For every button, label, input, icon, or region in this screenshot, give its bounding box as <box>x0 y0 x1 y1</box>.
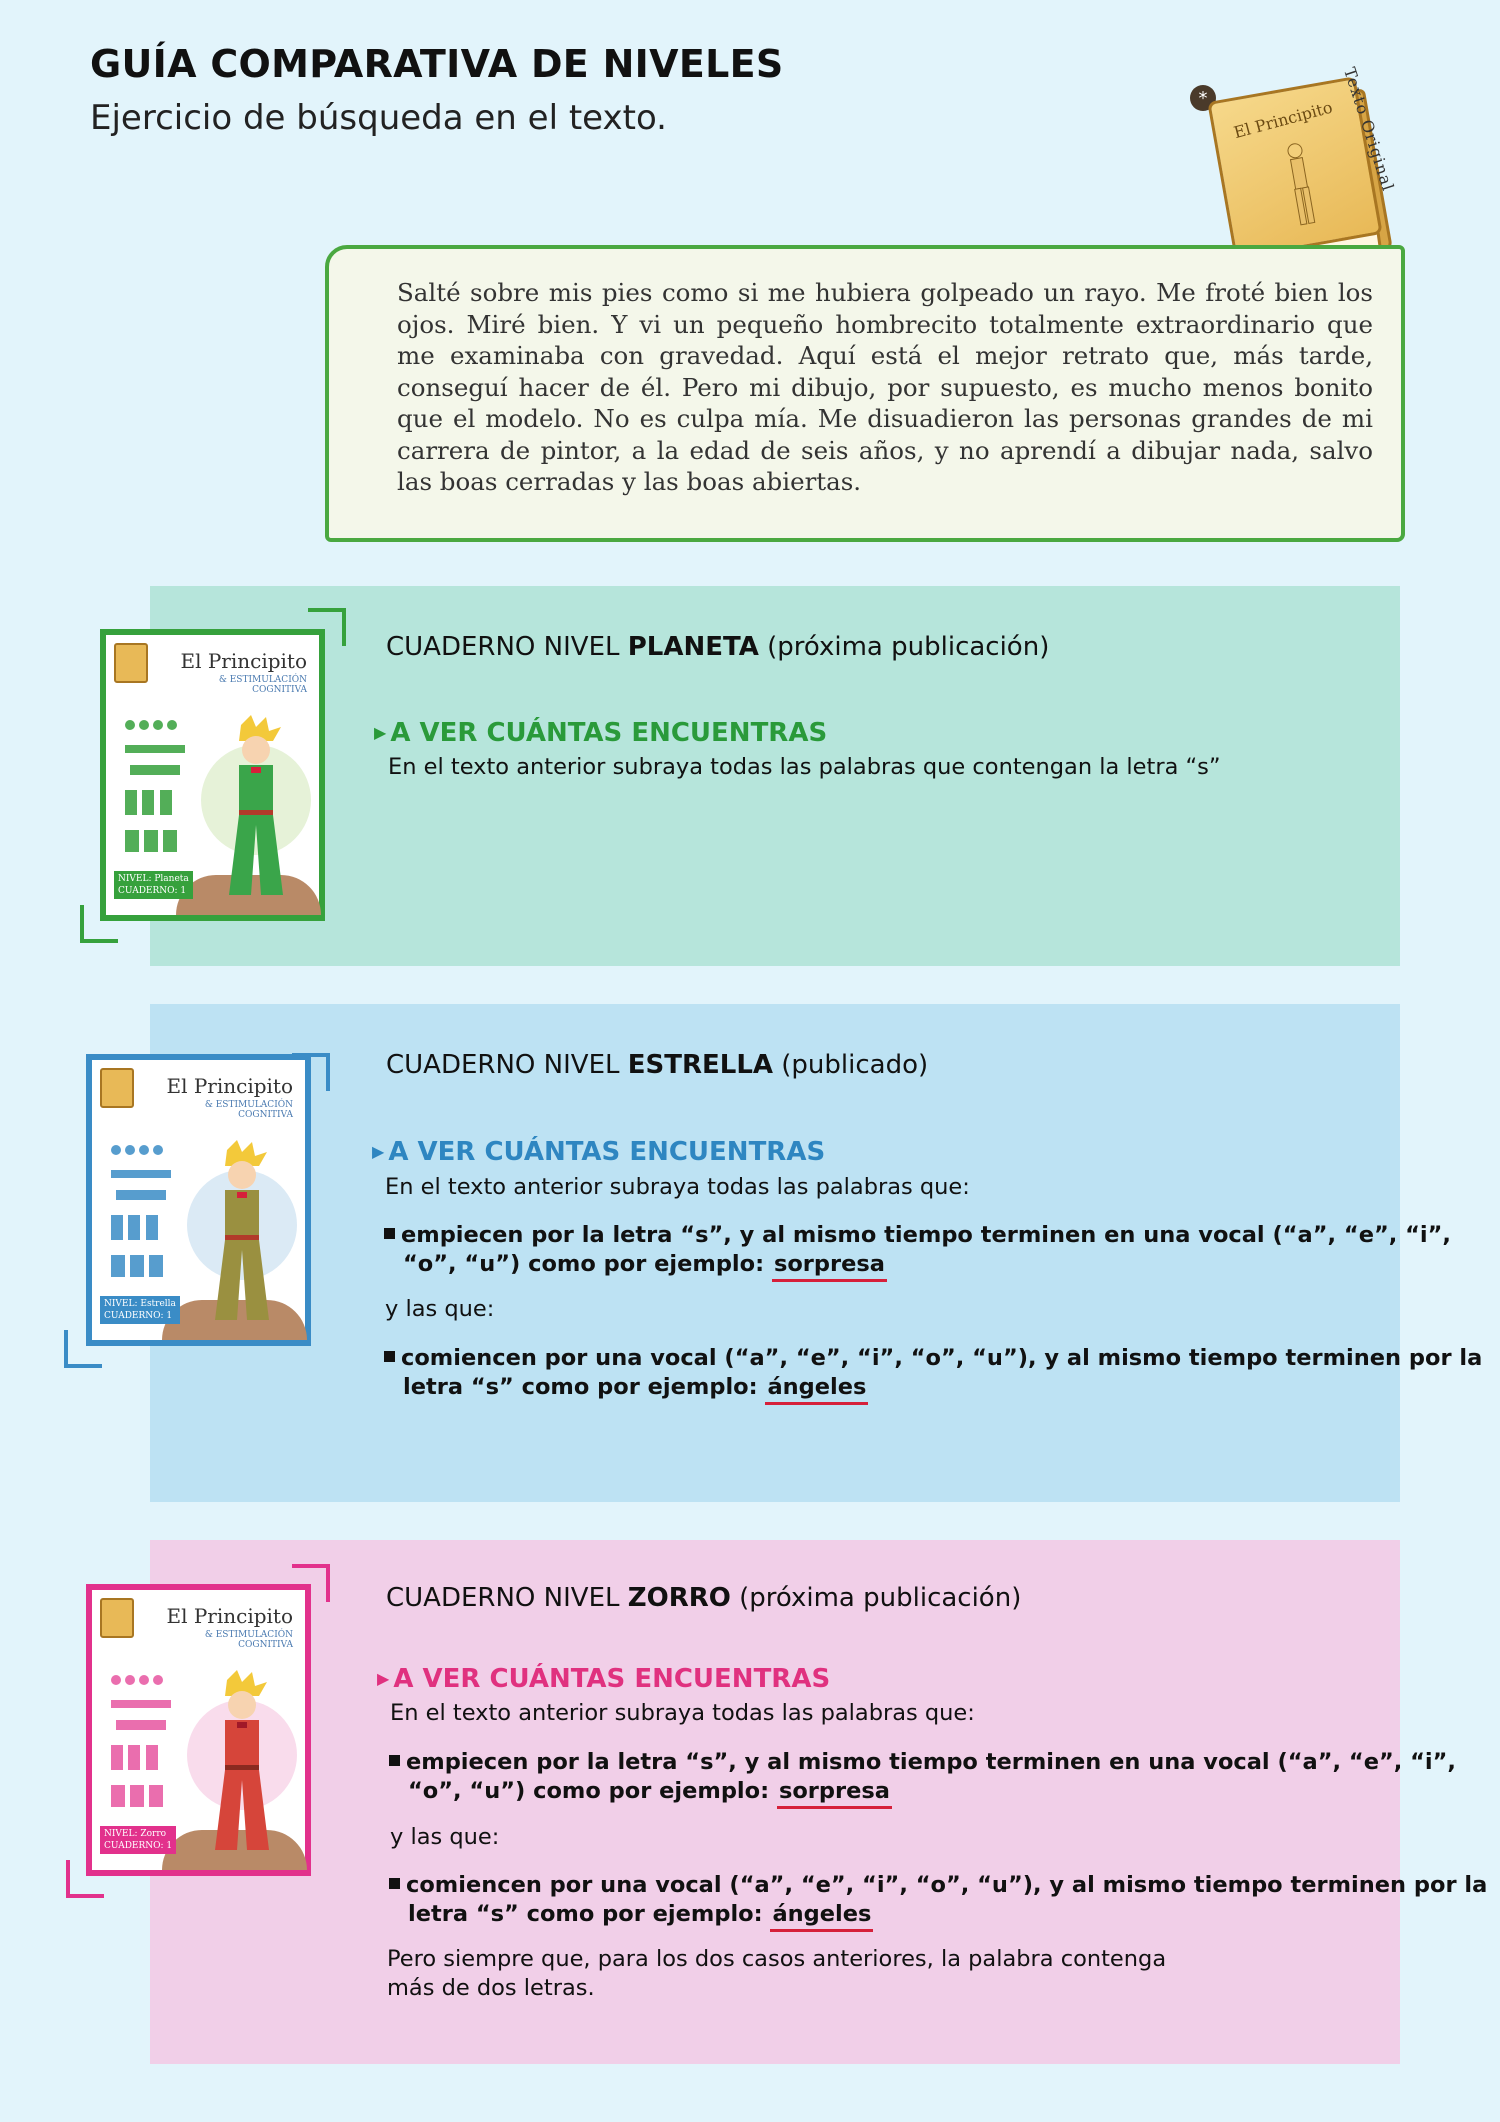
cover-level-label: NIVEL: Zorro CUADERNO: 1 <box>100 1826 176 1854</box>
criterion-2-zorro: comiencen por una vocal (“a”, “e”, “i”, “o”, “u”), y al mismo tiempo terminen por la letra “s” como por ejemplo: ángeles <box>389 1871 1487 1929</box>
example-word: ángeles <box>770 1901 873 1932</box>
book-side-label: Texto Original <box>1339 65 1398 194</box>
page-title: GUÍA COMPARATIVA DE NIVELES <box>90 42 784 86</box>
star-icon: * <box>1190 85 1216 111</box>
cover-zorro <box>86 1584 311 1876</box>
bullet-square-icon <box>389 1755 400 1766</box>
example-word: sorpresa <box>777 1778 892 1809</box>
example-word: ángeles <box>765 1374 868 1405</box>
cover-level-label: NIVEL: Planeta CUADERNO: 1 <box>114 871 193 899</box>
bullet-square-icon <box>384 1228 395 1239</box>
challenge-title-zorro: ▶ A VER CUÁNTAS ENCUENTRAS <box>377 1664 831 1694</box>
challenge-title-planeta: ▶ A VER CUÁNTAS ENCUENTRAS <box>374 718 828 748</box>
little-prince-icon <box>221 715 291 905</box>
level-heading-estrella: CUADERNO NIVEL ESTRELLA (publicado) <box>386 1050 929 1080</box>
activity-icons <box>120 705 195 875</box>
level-heading-zorro: CUADERNO NIVEL ZORRO (próxima publicación) <box>386 1583 1022 1613</box>
bullet-square-icon <box>384 1351 395 1362</box>
activity-icons <box>106 1130 181 1300</box>
cover-title: El Principito <box>166 1604 293 1628</box>
triangle-icon: ▶ <box>372 1142 385 1161</box>
little-prince-icon <box>207 1670 277 1860</box>
passage-text: Salté sobre mis pies como si me hubiera golpeado un rayo. Me froté bien los ojos. Miré bien. Y vi un pequeño hombrecito totalmente extraordinario que me examinaba con gravedad. Aquí está el mejor retrato que, más tarde, conseguí hacer de él. Pero mi dibujo, por supuesto, es mucho menos bonito que el modelo. No es culpa mía. Me disuadieron las personas grandes de mi carrera de pintor, a la edad de seis años, y no aprendí a dibujar nada, salvo las boas cerradas y las boas abiertas. <box>397 278 1373 496</box>
challenge-title-estrella: ▶ A VER CUÁNTAS ENCUENTRAS <box>372 1137 826 1167</box>
criterion-1-estrella: empiecen por la letra “s”, y al mismo tiempo terminen en una vocal (“a”, “e”, “i”, “o”, “u”) como por ejemplo: sorpresa <box>384 1221 1451 1279</box>
passage-box <box>325 245 1405 542</box>
connector-zorro: y las que: <box>390 1824 500 1850</box>
triangle-icon: ▶ <box>374 723 387 742</box>
cover-subtitle: & ESTIMULACIÓN COGNITIVA <box>218 675 307 695</box>
cover-title: El Principito <box>180 649 307 673</box>
triangle-icon: ▶ <box>377 1669 390 1688</box>
example-word: sorpresa <box>772 1251 887 1282</box>
cover-title: El Principito <box>166 1074 293 1098</box>
book-title: El Principito <box>1231 97 1335 143</box>
instruction-planeta: En el texto anterior subraya todas las palabras que contengan la letra “s” <box>388 754 1221 780</box>
cover-level-label: NIVEL: Estrella CUADERNO: 1 <box>100 1296 180 1324</box>
instruction-zorro: En el texto anterior subraya todas las palabras que: <box>390 1700 975 1726</box>
little-prince-icon <box>207 1140 277 1330</box>
cover-estrella <box>86 1054 311 1346</box>
level-heading-planeta: CUADERNO NIVEL PLANETA (próxima publicación) <box>386 632 1050 662</box>
page-subtitle: Ejercicio de búsqueda en el texto. <box>90 98 667 138</box>
book-icon <box>100 1598 134 1638</box>
book-icon <box>100 1068 134 1108</box>
book-icon <box>114 643 148 683</box>
instruction-estrella: En el texto anterior subraya todas las palabras que: <box>385 1174 970 1200</box>
cover-subtitle: & ESTIMULACIÓN COGNITIVA <box>204 1100 293 1120</box>
connector-estrella: y las que: <box>385 1296 495 1322</box>
criterion-1-zorro: empiecen por la letra “s”, y al mismo tiempo terminen en una vocal (“a”, “e”, “i”, “o”, “u”) como por ejemplo: sorpresa <box>389 1748 1456 1806</box>
criterion-2-estrella: comiencen por una vocal (“a”, “e”, “i”, “o”, “u”), y al mismo tiempo terminen por la letra “s” como por ejemplo: ángeles <box>384 1344 1482 1402</box>
cover-planeta <box>100 629 325 921</box>
extra-condition-zorro: Pero siempre que, para los dos casos anteriores, la palabra contenga más de dos letras. <box>387 1946 1167 2001</box>
activity-icons <box>106 1660 181 1830</box>
cover-subtitle: & ESTIMULACIÓN COGNITIVA <box>204 1630 293 1650</box>
prince-figure-icon <box>1278 138 1323 232</box>
bullet-square-icon <box>389 1878 400 1889</box>
